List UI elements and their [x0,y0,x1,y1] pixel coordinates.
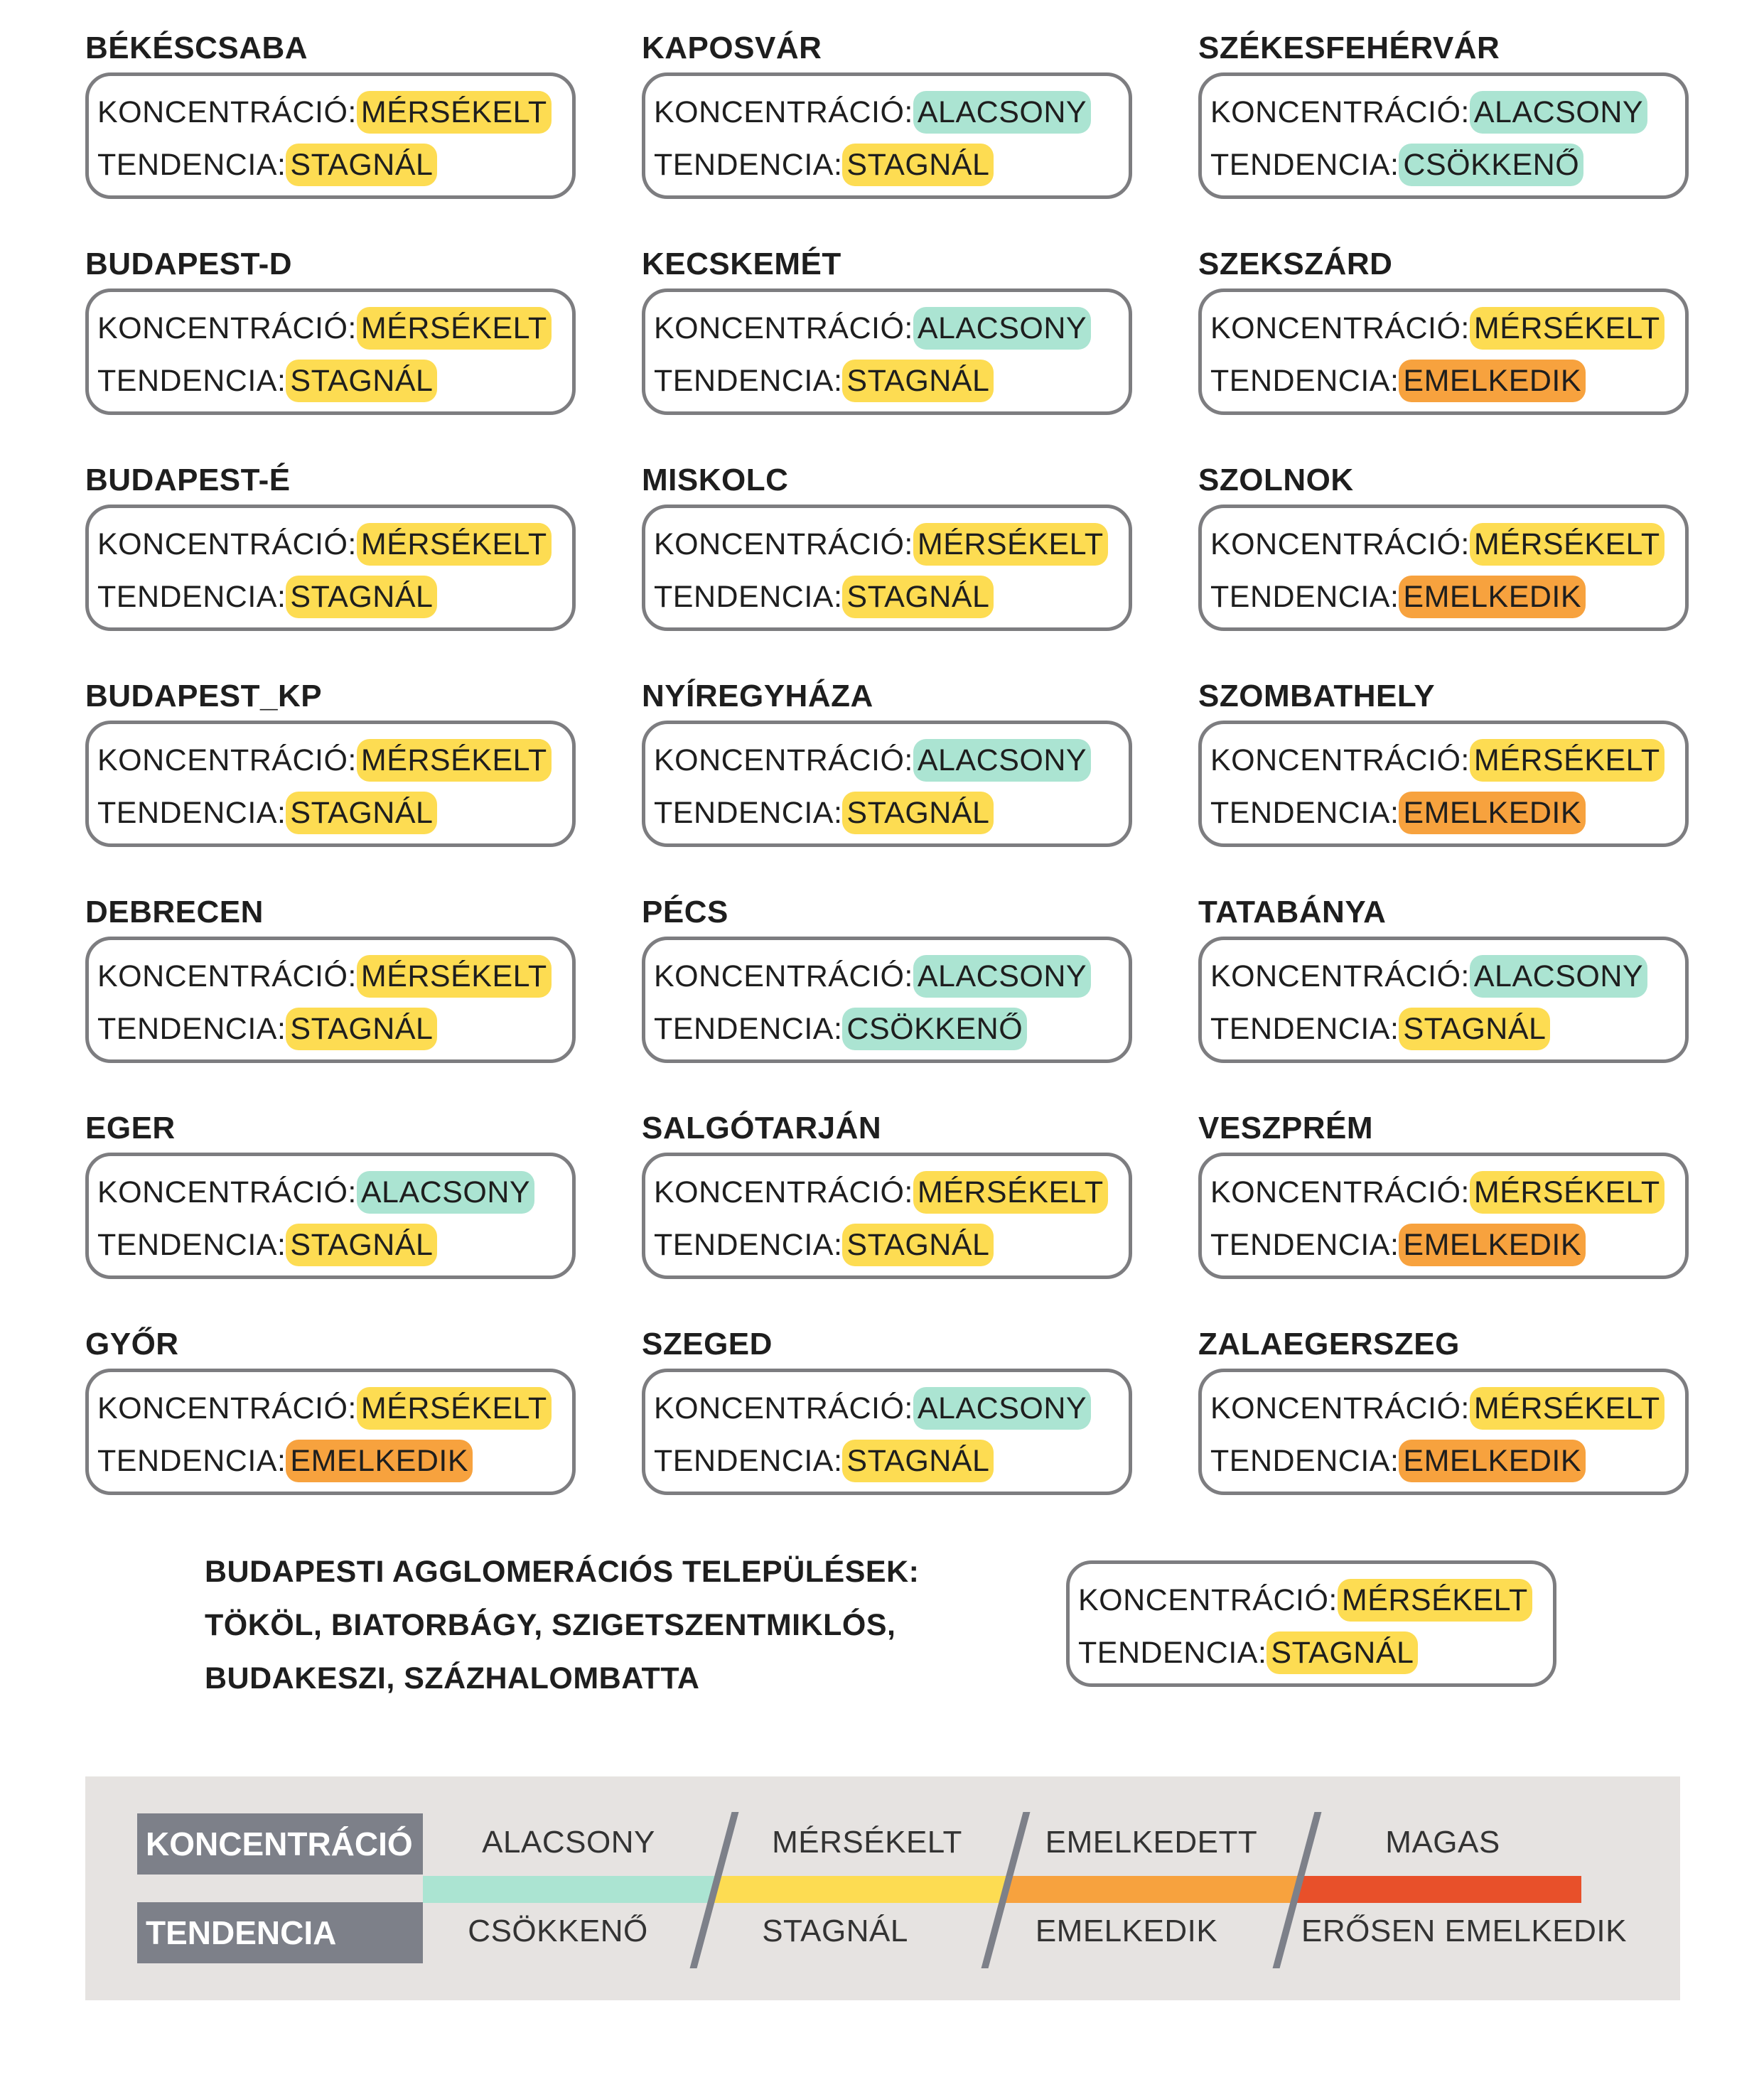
city-block [1198,1107,1689,1323]
concentration-line [97,518,572,571]
city-name: PÉCS [642,895,728,929]
trend-value: STAGNÁL [286,792,437,834]
city-name: SZOMBATHELY [1198,679,1436,713]
legend-conc-level: ALACSONY [482,1825,655,1860]
legend-bar-high [1297,1876,1581,1903]
concentration-label: KONCENTRÁCIÓ: [654,95,913,129]
trend-line [654,787,1129,839]
trend-value: STAGNÁL [1399,1008,1550,1050]
city-name: NYÍREGYHÁZA [642,679,873,713]
trend-label: TENDENCIA: [1210,1227,1399,1262]
city-block [642,675,1132,891]
city-block [1198,675,1689,891]
trend-value: EMELKEDIK [1399,1224,1586,1266]
city-block [1198,459,1689,675]
legend-bar-elevated [1006,1876,1297,1903]
concentration-line [1210,734,1685,787]
city-name: BUDAPEST-D [85,247,293,281]
city-block [85,243,576,459]
legend-trend-level: ERŐSEN EMELKEDIK [1301,1914,1627,1948]
status-card [642,1369,1132,1495]
city-name: MISKOLC [642,463,789,497]
status-card [85,1369,576,1495]
concentration-line [1210,86,1685,139]
trend-label: TENDENCIA: [97,147,286,182]
legend-conc-level: EMELKEDETT [1045,1825,1258,1860]
trend-label: TENDENCIA: [654,1011,843,1046]
concentration-label: KONCENTRÁCIÓ: [1210,1391,1470,1425]
status-card [1198,721,1689,847]
concentration-value: ALACSONY [357,1171,534,1214]
concentration-line [97,86,572,139]
trend-line [654,1219,1129,1271]
trend-value: EMELKEDIK [1399,360,1586,402]
concentration-label: KONCENTRÁCIÓ: [97,959,357,993]
trend-value: STAGNÁL [842,792,994,834]
trend-value: STAGNÁL [842,144,994,186]
trend-label: TENDENCIA: [1210,363,1399,398]
trend-value: STAGNÁL [286,1008,437,1050]
city-block [642,891,1132,1107]
trend-line [654,139,1129,191]
concentration-label: KONCENTRÁCIÓ: [97,311,357,345]
concentration-line [654,302,1129,355]
concentration-label: KONCENTRÁCIÓ: [654,1175,913,1209]
city-name: TATABÁNYA [1198,895,1387,929]
concentration-label: KONCENTRÁCIÓ: [97,743,357,777]
city-block [642,243,1132,459]
concentration-value: MÉRSÉKELT [1470,307,1664,350]
concentration-value: MÉRSÉKELT [1470,1171,1664,1214]
city-block [642,1107,1132,1323]
city-block [642,27,1132,243]
trend-line [654,571,1129,623]
legend-trend-level: EMELKEDIK [1035,1914,1218,1948]
concentration-value: MÉRSÉKELT [1470,1387,1664,1430]
concentration-value: MÉRSÉKELT [357,955,552,998]
concentration-value: MÉRSÉKELT [1470,523,1664,566]
city-block [642,1323,1132,1539]
trend-label: TENDENCIA: [654,579,843,614]
status-card [85,937,576,1063]
concentration-line [654,734,1129,787]
city-block [85,27,576,243]
status-card [642,72,1132,199]
concentration-label: KONCENTRÁCIÓ: [1210,311,1470,345]
trend-label: TENDENCIA: [654,1443,843,1478]
legend-conc-level: MAGAS [1385,1825,1500,1860]
agglomeration-text [205,1546,919,1705]
status-card [642,1153,1132,1279]
concentration-value: MÉRSÉKELT [357,739,552,782]
concentration-value: MÉRSÉKELT [357,523,552,566]
trend-line [1210,571,1685,623]
status-card [1198,1369,1689,1495]
trend-value: STAGNÁL [842,576,994,618]
trend-label: TENDENCIA: [1078,1635,1267,1670]
concentration-label: KONCENTRÁCIÓ: [97,1391,357,1425]
trend-value: STAGNÁL [286,1224,437,1266]
trend-line [97,1435,572,1487]
trend-value: EMELKEDIK [1399,792,1586,834]
trend-value: STAGNÁL [1266,1631,1418,1674]
city-block [1198,1323,1689,1539]
concentration-line [97,1382,572,1435]
trend-value: STAGNÁL [842,1224,994,1266]
trend-line [1210,139,1685,191]
city-block [1198,891,1689,1107]
trend-line [97,1003,572,1055]
concentration-label: KONCENTRÁCIÓ: [1210,1175,1470,1209]
trend-value: CSÖKKENŐ [842,1008,1027,1050]
trend-line [1210,1435,1685,1487]
city-block [85,891,576,1107]
trend-line [654,355,1129,407]
concentration-value: MÉRSÉKELT [357,91,552,134]
concentration-label: KONCENTRÁCIÓ: [1210,527,1470,561]
trend-label: TENDENCIA: [654,147,843,182]
concentration-line [1078,1574,1553,1627]
concentration-line [1210,1166,1685,1219]
status-card [642,937,1132,1063]
concentration-label: KONCENTRÁCIÓ: [654,527,913,561]
status-card [1198,1153,1689,1279]
concentration-value: MÉRSÉKELT [357,1387,552,1430]
city-name: GYŐR [85,1327,179,1361]
city-block [85,675,576,891]
concentration-label: KONCENTRÁCIÓ: [1210,959,1470,993]
legend-trend-level: STAGNÁL [762,1914,908,1948]
concentration-line [654,950,1129,1003]
concentration-value: ALACSONY [913,307,1091,350]
concentration-value: ALACSONY [913,739,1091,782]
trend-label: TENDENCIA: [97,363,286,398]
trend-label: TENDENCIA: [654,363,843,398]
status-card [1198,505,1689,631]
city-name: VESZPRÉM [1198,1111,1374,1145]
status-card [642,288,1132,415]
concentration-value: ALACSONY [913,91,1091,134]
concentration-label: KONCENTRÁCIÓ: [1078,1582,1338,1617]
trend-label: TENDENCIA: [97,795,286,830]
trend-value: EMELKEDIK [286,1440,473,1482]
concentration-label: KONCENTRÁCIÓ: [654,959,913,993]
trend-line [1210,1219,1685,1271]
concentration-label: KONCENTRÁCIÓ: [97,1175,357,1209]
trend-value: STAGNÁL [286,360,437,402]
trend-value: STAGNÁL [842,1440,994,1482]
city-block [85,1323,576,1539]
concentration-line [97,1166,572,1219]
agglomeration-card [1066,1560,1556,1687]
status-card [85,721,576,847]
trend-line [654,1003,1129,1055]
trend-label: TENDENCIA: [654,1227,843,1262]
city-name: EGER [85,1111,176,1145]
concentration-value: ALACSONY [913,1387,1091,1430]
agglomeration-line: BUDAPESTI AGGLOMERÁCIÓS TELEPÜLÉSEK: [205,1555,920,1589]
trend-label: TENDENCIA: [1210,1011,1399,1046]
trend-label: TENDENCIA: [1210,1443,1399,1478]
city-block [642,459,1132,675]
city-block [1198,243,1689,459]
concentration-label: KONCENTRÁCIÓ: [1210,95,1470,129]
concentration-label: KONCENTRÁCIÓ: [1210,743,1470,777]
city-name: DEBRECEN [85,895,264,929]
trend-line [1078,1627,1553,1679]
trend-value: CSÖKKENŐ [1399,144,1583,186]
trend-line [1210,1003,1685,1055]
concentration-label: KONCENTRÁCIÓ: [97,95,357,129]
concentration-line [654,518,1129,571]
legend-conc-level: MÉRSÉKELT [772,1825,962,1860]
city-grid [85,27,1689,1539]
legend [85,1776,1680,2000]
city-name: SALGÓTARJÁN [642,1111,882,1145]
agglomeration-line: BUDAKESZI, SZÁZHALOMBATTA [205,1661,700,1695]
status-card [85,505,576,631]
trend-label: TENDENCIA: [97,1011,286,1046]
concentration-value: MÉRSÉKELT [1338,1579,1532,1622]
concentration-value: ALACSONY [1470,955,1647,998]
legend-bar-low [423,1876,714,1903]
concentration-value: MÉRSÉKELT [913,523,1108,566]
trend-value: EMELKEDIK [1399,576,1586,618]
trend-value: EMELKEDIK [1399,1440,1586,1482]
status-card [642,505,1132,631]
concentration-line [1210,1382,1685,1435]
trend-line [1210,787,1685,839]
concentration-line [654,1382,1129,1435]
trend-line [97,571,572,623]
concentration-value: ALACSONY [913,955,1091,998]
city-name: KECSKEMÉT [642,247,841,281]
concentration-line [97,950,572,1003]
legend-concentration-tag: KONCENTRÁCIÓ [137,1813,423,1875]
city-name: BUDAPEST_KP [85,679,323,713]
trend-line [1210,355,1685,407]
city-name: SZEGED [642,1327,773,1361]
status-card [85,288,576,415]
status-card [85,72,576,199]
concentration-value: ALACSONY [1470,91,1647,134]
city-name: BUDAPEST-É [85,463,291,497]
concentration-value: MÉRSÉKELT [913,1171,1108,1214]
trend-line [97,355,572,407]
city-name: KAPOSVÁR [642,31,822,65]
concentration-line [654,1166,1129,1219]
concentration-value: MÉRSÉKELT [357,307,552,350]
trend-label: TENDENCIA: [1210,579,1399,614]
trend-label: TENDENCIA: [97,1443,286,1478]
concentration-label: KONCENTRÁCIÓ: [654,743,913,777]
trend-label: TENDENCIA: [97,579,286,614]
trend-label: TENDENCIA: [1210,795,1399,830]
concentration-line [654,86,1129,139]
agglomeration-line: TÖKÖL, BIATORBÁGY, SZIGETSZENTMIKLÓS, [205,1608,896,1642]
city-name: BÉKÉSCSABA [85,31,308,65]
concentration-label: KONCENTRÁCIÓ: [654,1391,913,1425]
concentration-line [1210,518,1685,571]
legend-bar-moderate [714,1876,1006,1903]
concentration-label: KONCENTRÁCIÓ: [97,527,357,561]
status-card [1198,288,1689,415]
trend-value: STAGNÁL [842,360,994,402]
status-card [1198,72,1689,199]
status-card [1198,937,1689,1063]
concentration-line [97,302,572,355]
city-name: ZALAEGERSZEG [1198,1327,1460,1361]
trend-line [97,1219,572,1271]
concentration-line [1210,302,1685,355]
concentration-label: KONCENTRÁCIÓ: [654,311,913,345]
city-block [1198,27,1689,243]
trend-line [654,1435,1129,1487]
trend-value: STAGNÁL [286,576,437,618]
trend-line [97,787,572,839]
city-block [85,1107,576,1323]
concentration-value: MÉRSÉKELT [1470,739,1664,782]
trend-label: TENDENCIA: [97,1227,286,1262]
concentration-line [1210,950,1685,1003]
trend-label: TENDENCIA: [654,795,843,830]
legend-trend-tag: TENDENCIA [137,1902,423,1963]
concentration-line [97,734,572,787]
trend-value: STAGNÁL [286,144,437,186]
city-name: SZEKSZÁRD [1198,247,1393,281]
city-block [85,459,576,675]
city-name: SZÉKESFEHÉRVÁR [1198,31,1500,65]
legend-trend-level: CSÖKKENŐ [468,1914,648,1948]
trend-label: TENDENCIA: [1210,147,1399,182]
trend-line [97,139,572,191]
status-card [85,1153,576,1279]
city-name: SZOLNOK [1198,463,1354,497]
status-card [642,721,1132,847]
